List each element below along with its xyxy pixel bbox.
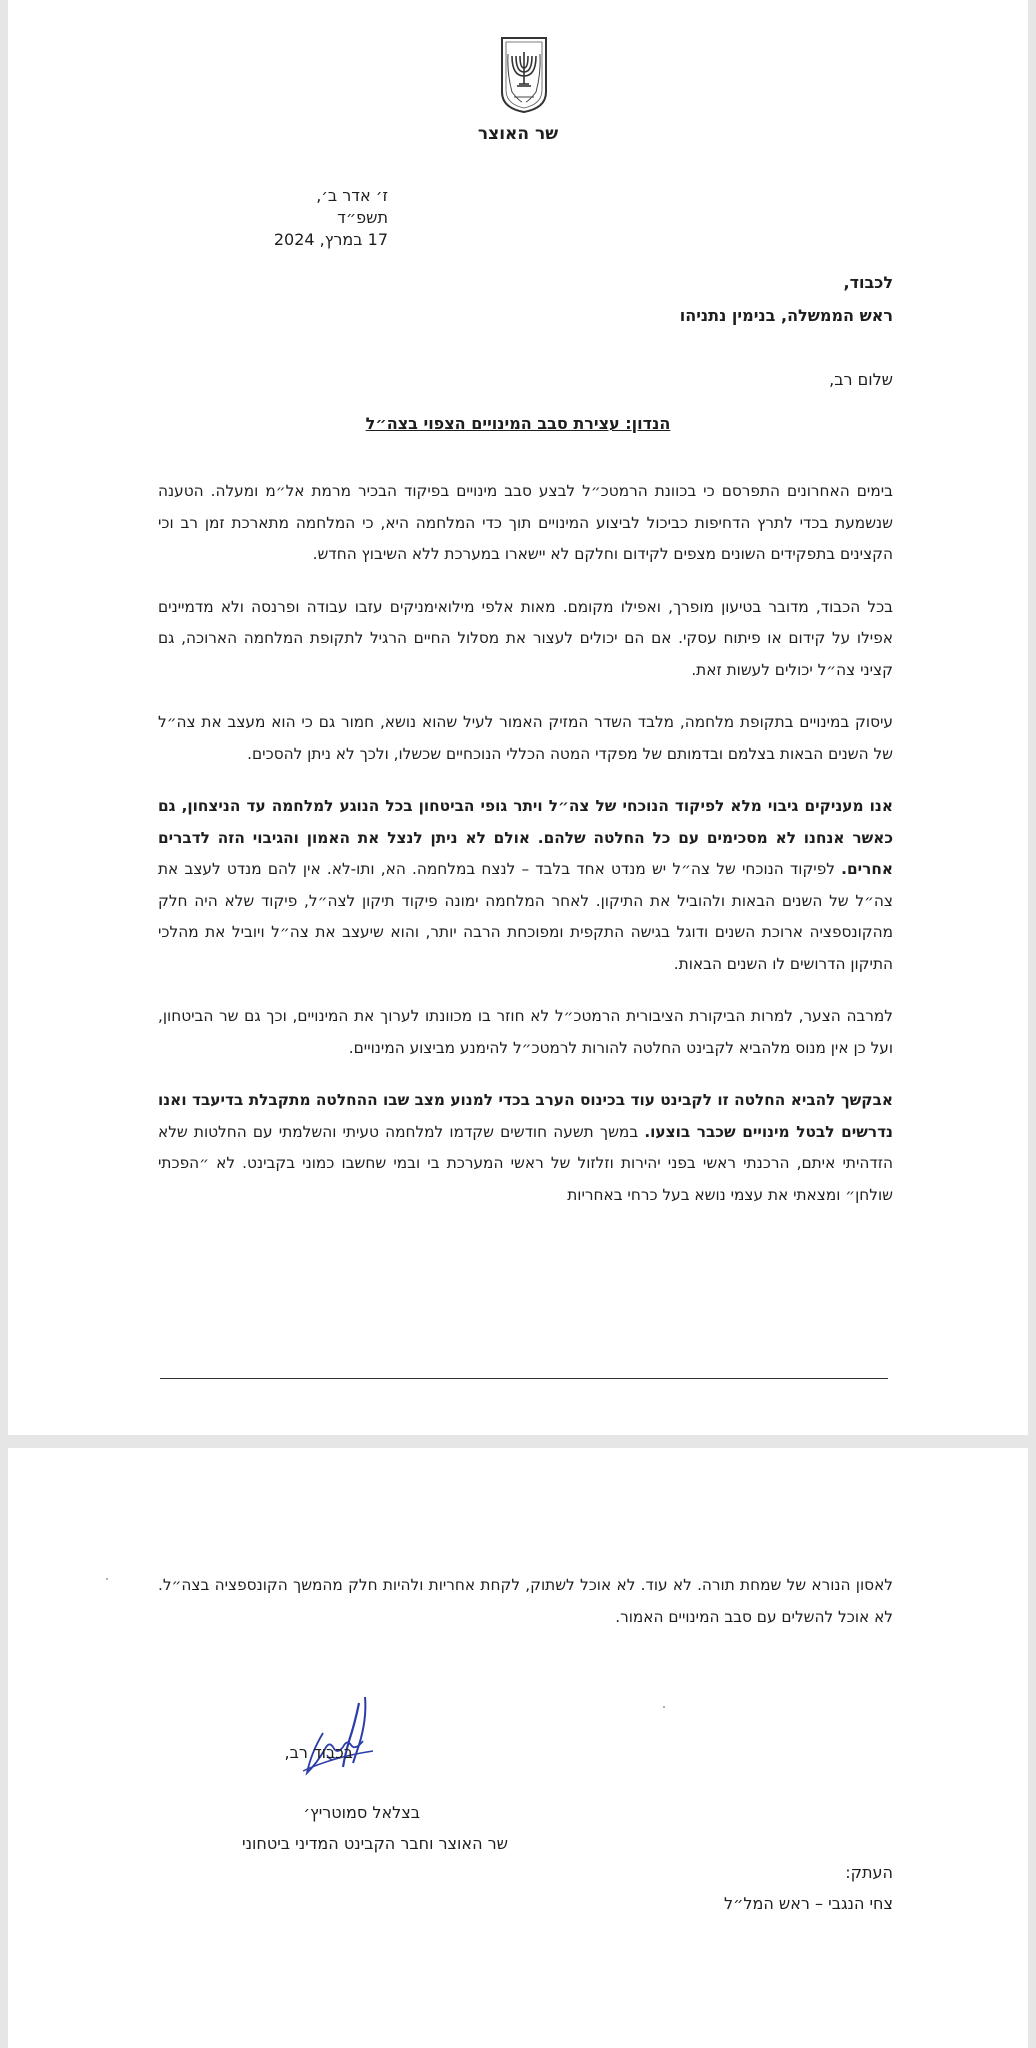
state-emblem-icon bbox=[498, 34, 550, 114]
paragraph-bold-text: אנו מעניקים גיבוי מלא לפיקוד הנוכחי של צה״ל ויתר גופי הביטחון בכל הנוגע למלחמה עד הניצחון, גם כאשר אנחנו לא מסכימים עם כל החלטה שלהם. אולם לא ניתן לנצל את האמון והגיבוי הזה לדברים אחרים. bbox=[158, 797, 893, 878]
signer-name: בצלאל סמוטריץ׳ bbox=[303, 1803, 420, 1822]
paragraph bbox=[158, 1085, 893, 1211]
closing-salutation: בכבוד רב, bbox=[284, 1743, 353, 1762]
paragraph-text: בימים האחרונים התפרסם כי בכוונת הרמטכ״ל לבצע סבב מינויים בפיקוד הבכיר מרמת אל״מ ומעלה. הטענה שנשמעת בכדי לתרץ הדחיפות כביכול לביצוע המינויים תוך כדי המלחמה היא, כי המלחמה מתארכת זמן רב וכי הקצינים בתפקידים השונים מצפים לקידום וחלקם לא יישארו במערכת ללא השיבוץ החדש. bbox=[158, 482, 893, 563]
scan-speck bbox=[663, 1706, 665, 1708]
subject-line: הנדון: עצירת סבב המינויים הצפוי בצה״ל bbox=[365, 414, 671, 433]
signer-title: שר האוצר וחבר הקבינט המדיני ביטחוני bbox=[242, 1834, 508, 1853]
cc-label: העתק: bbox=[845, 1863, 893, 1882]
paragraph bbox=[158, 1001, 893, 1064]
recipient-name: ראש הממשלה, בנימין נתניהו bbox=[679, 306, 893, 325]
paragraph-text: במשך תשעה חודשים שקדמו למלחמה טעיתי והשלמתי עם החלטות שלא הזדהיתי איתם, הרכנתי ראשי בפני יהירות וזלזול של ראשי המערכת בי ובמי שחשבו כמוני בקבינט. לא ״הפכתי שולחן״ ומצאתי את עצמי נושא בעל כרחי באחריות bbox=[158, 1122, 893, 1204]
paragraph-text: עיסוק במינויים בתקופת מלחמה, מלבד השדר המזיק האמור לעיל שהוא נושא, חמור גם כי הוא מעצב את צה״ל של השנים הבאות בצלמם ובדמותם של מפקדי המטה הכללי הנוכחיים שכשלו, ולכך לא ניתן להסכים. bbox=[158, 713, 893, 763]
paragraph bbox=[158, 592, 893, 687]
letter-body-continuation bbox=[158, 1570, 893, 1633]
scan-speck bbox=[106, 1578, 108, 1580]
letter-body bbox=[158, 476, 893, 1232]
letter-page-1 bbox=[8, 0, 1028, 1435]
hebrew-date: ז׳ אדר ב׳, תשפ״ד bbox=[316, 186, 388, 227]
signature-block bbox=[188, 1693, 508, 1873]
paragraph bbox=[158, 476, 893, 571]
paragraph-text: לפיקוד הנוכחי של צה״ל יש מנדט אחד בלבד – לנצח במלחמה. הא, ותו-לא. אין להם מנדט לעצב את צה״ל של השנים הבאות ולהוביל את התיקון. לאחר המלחמה ימונה פיקוד תיקון לצה״ל, פיקוד שלא היה חלק מהקונספציה ארוכת השנים ודוגל בגישה התקפית ומפוכחת הרבה יותר, והוא שיעצב את צה״ל ויוביל את מהלכי התיקון הדרושים לו השנים הבאות. bbox=[158, 860, 893, 973]
paragraph bbox=[158, 707, 893, 770]
paragraph-text: בכל הכבוד, מדובר בטיעון מופרך, ואפילו מקומם. מאות אלפי מילואימניקים עזבו עבודה ופרנסה ולא מדמיינים אפילו על קידום או פיתוח עסקי. אם הם יכולים לעצור את מסלול החיים הרגיל לתקופת המלחמה הארוכה, גם קציני צה״ל יכולים לעשות זאת. bbox=[158, 597, 893, 679]
cc-recipient: צחי הנגבי – ראש המל״ל bbox=[723, 1894, 893, 1913]
paragraph-bold-text: אבקשך להביא החלטה זו לקבינט עוד בכינוס הערב בכדי למנוע מצב שבו ההחלטה מתקבלת בדיעבד ואנו נדרשים לבטל מינויים שכבר בוצעו. bbox=[158, 1091, 893, 1141]
paragraph bbox=[158, 791, 893, 980]
ministry-header: שר האוצר bbox=[477, 124, 559, 144]
greeting: שלום רב, bbox=[829, 370, 893, 389]
paragraph-text: לאסון הנורא של שמחת תורה. לא עוד. לא אוכל לשתוק, לקחת אחריות ולהיות חלק מהמשך הקונספציה בצה״ל. לא אוכל להשלים עם סבב המינויים האמור. bbox=[158, 1576, 893, 1626]
signature-icon bbox=[293, 1693, 393, 1783]
page-footer-divider bbox=[160, 1378, 888, 1379]
gregorian-date: 17 במרץ, 2024 bbox=[273, 230, 388, 249]
recipient-block bbox=[680, 266, 893, 332]
paragraph-text: למרבה הצער, למרות הביקורת הציבורית הרמטכ״ל לא חוזר בו מכוונתו לערוך את המינויים, וכך גם שר הביטחון, ועל כן אין מנוס מלהביא לקבינט החלטה להורות לרמטכ״ל להימנע מביצוע המינויים. bbox=[158, 1007, 893, 1057]
honorific: לכבוד, bbox=[843, 273, 893, 292]
letter-page-2 bbox=[8, 1448, 1028, 2048]
letter-date bbox=[168, 185, 388, 251]
